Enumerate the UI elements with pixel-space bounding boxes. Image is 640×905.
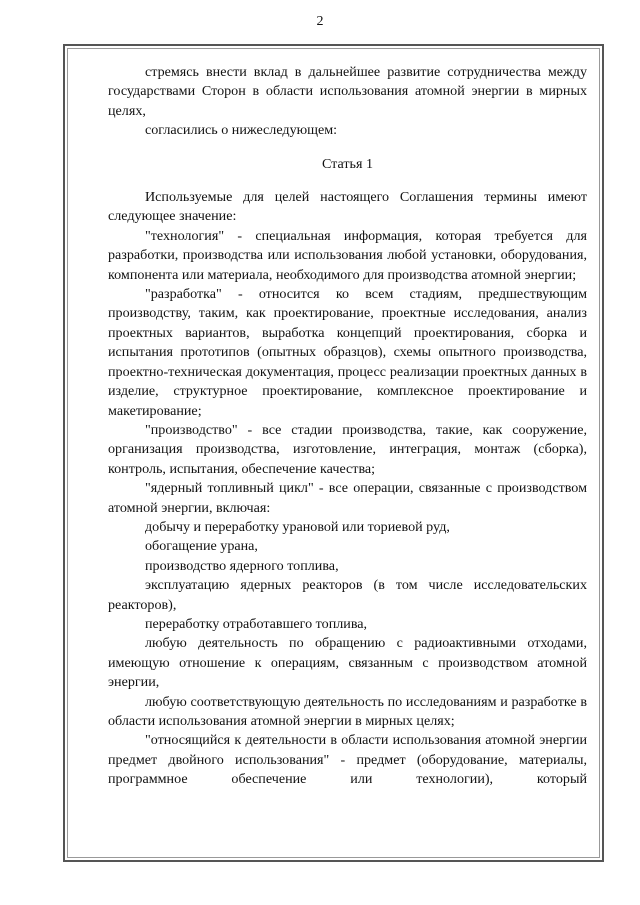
list-item-mining: добычу и переработку урановой или ториевой руд, (145, 518, 450, 535)
page-number: 2 (316, 14, 324, 29)
paragraph-dual-use: "относящийся к деятельности в области использования атомной энергии предмет двойного использования" - предмет (оборудование, материалы, программное обеспечение или технологии), который (108, 732, 587, 788)
paragraph-terms-intro: Используемые для целей настоящего Соглашения термины имеют следующее значение: (108, 189, 587, 225)
list-item-fuel-production: производство ядерного топлива, (145, 557, 339, 574)
list-item-enrichment: обогащение урана, (145, 538, 258, 555)
paragraph-development: "разработка" - относится ко всем стадиям, предшествующим производству, таким, как проектирование, проектные исследования, анализ проектных вариантов, выработка концепций проектирования, сборка и испытания прототипов (опытных образцов), схемы опытного производства, проектно-техническая документация, процесс реализации проектных данных в изделие, структурное проектирование, комплексное проектирование и макетирование; (108, 286, 587, 419)
document-body (108, 63, 587, 790)
paragraph-technology: "технология" - специальная информация, которая требуется для разработки, производства или использования любой установки, оборудования, компонента или материала, необходимого для производства атомной энергии; (108, 227, 587, 283)
list-item-reactors: эксплуатацию ядерных реакторов (в том числе исследовательских реакторов), (108, 577, 587, 613)
paragraph-intro: стремясь внести вклад в дальнейшее развитие сотрудничества между государствами Сторон в области использования атомной энергии в мирных целях, (108, 64, 587, 119)
article-heading: Статья 1 (321, 155, 374, 172)
paragraph-agreed: согласились о нижеследующем: (145, 122, 338, 139)
list-item-reprocessing: переработку отработавшего топлива, (145, 615, 368, 632)
list-item-waste: любую деятельность по обращению с радиоактивными отходами, имеющую отношение к операциям, связанным с производством атомной энергии, (108, 635, 587, 691)
list-item-research: любую соответствующую деятельность по исследованиям и разработке в области использования атомной энергии в мирных целях; (108, 693, 587, 729)
paragraph-fuel-cycle: "ядерный топливный цикл" - все операции, связанные с производством атомной энергии, включая: (108, 480, 587, 516)
paragraph-production: "производство" - все стадии производства, такие, как сооружение, организация производства, изготовление, интеграция, монтаж (сборка), контроль, испытания, обеспечение качества; (108, 421, 587, 477)
